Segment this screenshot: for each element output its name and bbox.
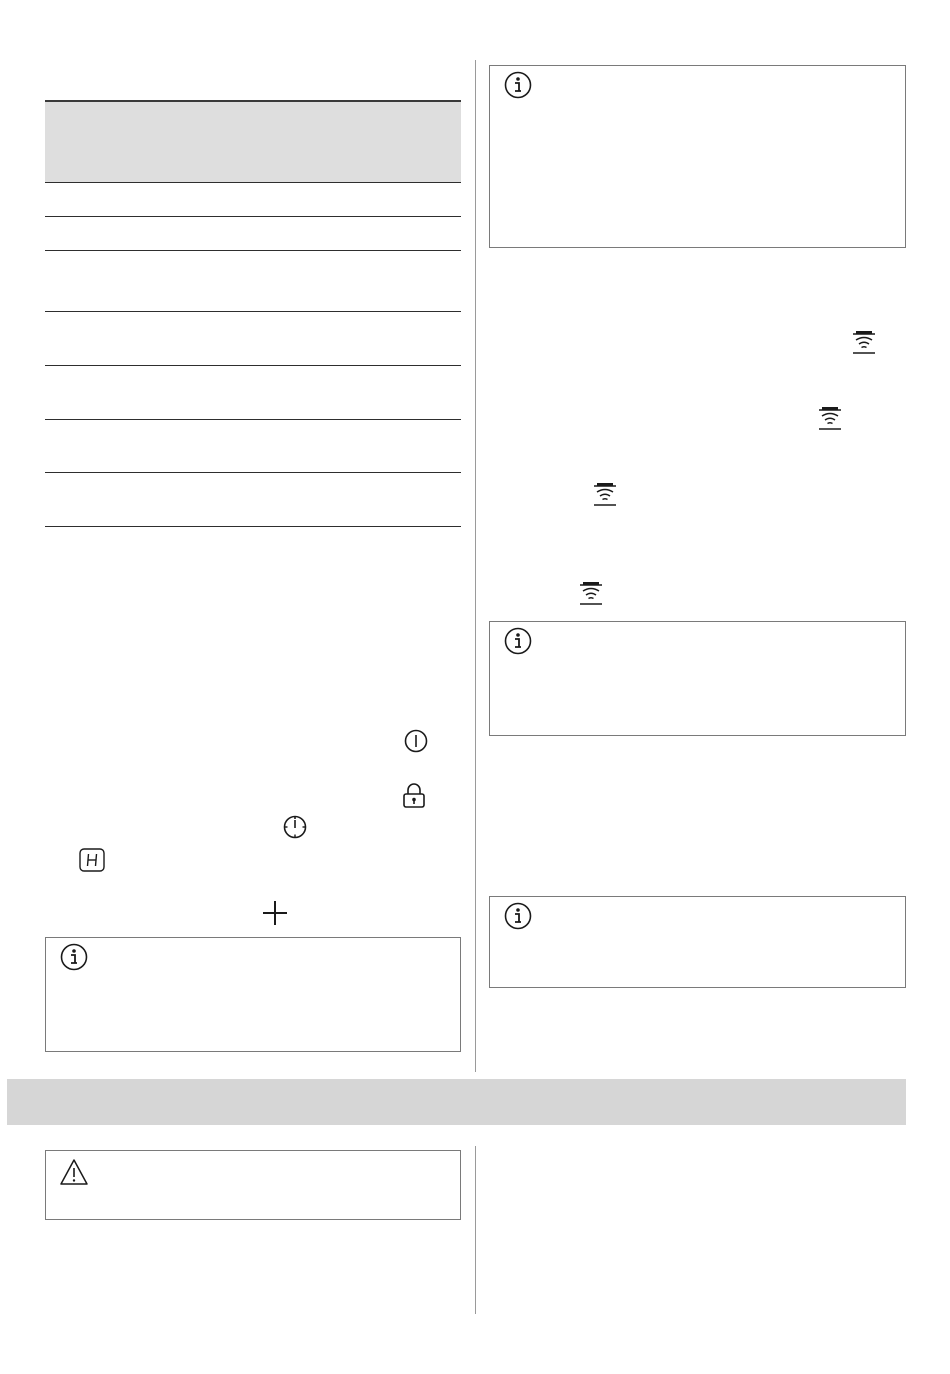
- info-icon: [504, 902, 532, 930]
- hob-to-hood-wireless-icon: [852, 330, 876, 356]
- on-off-icon: [404, 729, 428, 753]
- table-header: [45, 100, 461, 182]
- table-row-divider: [45, 311, 461, 312]
- plus-icon: [262, 900, 288, 926]
- info-icon: [504, 627, 532, 655]
- column-divider-bottom: [475, 1146, 476, 1314]
- residual-heat-h-icon: [79, 848, 105, 872]
- hob-to-hood-wireless-icon: [593, 482, 617, 508]
- info-box-left: [45, 937, 461, 1052]
- hob-to-hood-wireless-icon: [818, 406, 842, 432]
- hob-to-hood-wireless-icon: [579, 581, 603, 607]
- table-row-divider: [45, 216, 461, 217]
- info-box-right-1: [489, 65, 906, 248]
- table-row-divider: [45, 365, 461, 366]
- info-icon: [504, 71, 532, 99]
- lock-icon: [402, 783, 426, 809]
- info-icon: [60, 943, 88, 971]
- column-divider-top: [475, 60, 476, 1072]
- warning-box: [45, 1150, 461, 1220]
- warning-icon: [59, 1158, 89, 1186]
- section-banner: [7, 1079, 906, 1125]
- table-bottom-border: [45, 526, 461, 527]
- table-row-divider: [45, 419, 461, 420]
- table-row-divider: [45, 182, 461, 183]
- table-row-divider: [45, 472, 461, 473]
- info-box-right-2: [489, 621, 906, 736]
- table-row-divider: [45, 250, 461, 251]
- info-box-right-3: [489, 896, 906, 988]
- timer-icon: [283, 815, 307, 839]
